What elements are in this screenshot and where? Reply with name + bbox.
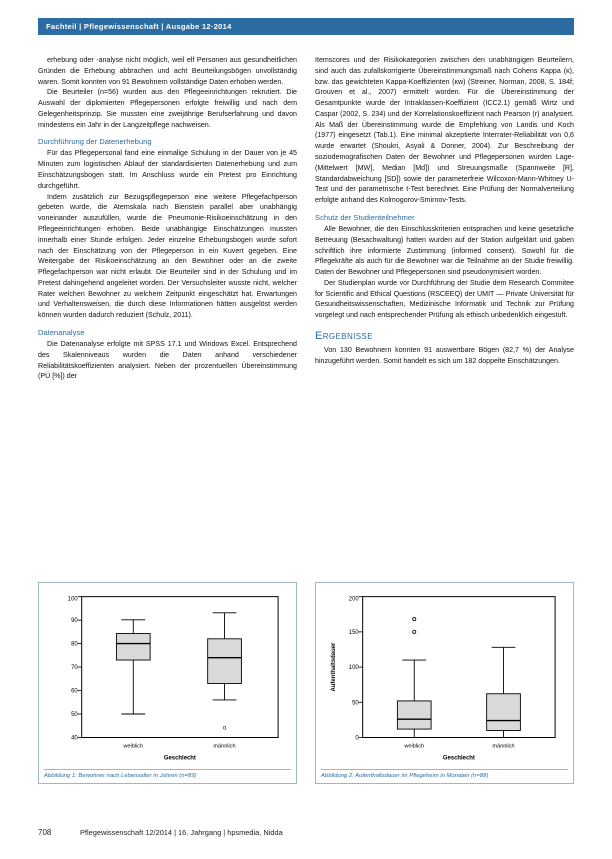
svg-text:100: 100 xyxy=(67,596,78,603)
svg-text:150: 150 xyxy=(348,629,359,636)
svg-text:60: 60 xyxy=(71,688,78,695)
svg-text:männlich: männlich xyxy=(213,743,236,750)
paragraph: Von 130 Bewohnern konnten 91 auswertbare Bögen (82,7 %) der Analyse hinzugeführt werden. Somit handelt es sich um 182 doppelte Einschätzungen. xyxy=(315,345,574,365)
figure-1 xyxy=(38,582,297,784)
figures-row xyxy=(38,582,574,784)
svg-text:90: 90 xyxy=(71,618,78,625)
figure-2-boxplot xyxy=(321,588,568,766)
svg-text:200: 200 xyxy=(348,596,359,603)
paragraph: Der Studienplan wurde vor Durchführung der Studie dem Research Commitee for Scientific and Ethical Questions (RSCEEQ) der UMIT — Private Universität für Gesundheitswissenschaften, Medizinische Informatik und Technik zur Prüfung vorgelegt und nach entsprechender Prüfung als ethisch unbedenklich eingestuft. xyxy=(315,278,574,320)
paragraph: Die Beurteiler (n=56) wurden aus den Pflegeeinrichtungen rekrutiert. Die Auswahl der diplomierten Pflegepersonen erfolgte freiwillig und nach dem Gelegenheitsprinzip. Sie mussten eine zweijährige Berufserfahrung und davon mindestens ein Jahr in der Langzeitpflege nachweisen. xyxy=(38,88,297,129)
paragraph: Für das Pflegepersonal fand eine einmalige Schulung in der Dauer von je 45 Minuten zum logistischen Ablauf der standardisierten Datenerhebung und zum Einschätzungsbogen statt. Im Anschluss wurde ein Pretest pro Einrichtung durchgeführt. xyxy=(38,149,297,190)
section-heading-datenanalyse: Datenanalyse xyxy=(38,327,85,337)
paragraph: Indem zusätzlich zur Bezugspflegeperson eine weitere Pflegefachperson gebeten wurde, die Atemskala nach Bienstein parallel aber unabhängig voneinander auszufüllen, wurde die Pneumonie-Risikoeinschätzung in den Pflegeeinrichtungen erhoben. Beide unabhängige Einschätzungen mussten innerhalb einer Stunde erfolgen. Jeder einzelne Erhebungsbogen wurde sofort nach der Einschätzung von der Pflegeperson in ein Kuvert gegeben. Eine Weitergabe der Risikoeinschätzung an den Bewohner oder an die zweite Pflegefachperson war nicht erlaubt. Die Beurteiler sind in der Schulung und im Pretest dahingehend angeleitet worden. Der Versuchsleiter wusste nicht, welcher Rater welchen Bewohner zu welchem Zeitpunkt eingeschätzt hat. Erwartungen und Verhaltensweisen, die durch diese Informationen hätten ausgelöst werden können wurden dadurch reduziert (Schulz, 2011). xyxy=(38,192,297,320)
svg-text:weiblich: weiblich xyxy=(123,743,144,750)
svg-text:weiblich: weiblich xyxy=(404,743,425,750)
right-column xyxy=(315,55,574,382)
paragraph: Itemscores und der Risikokategorien zwischen den unabhängigen Beurteilern, sind auch das zufallskorrigierte Übereinstimmungsmaß nach Cohens Kappa (κ), bzw. das gewichteten Kappa-Koeffizienten (κw) (Streiner, Norman, 2008, S. 184f; Grouven et al., 2007) ermittelt worden. Für die Übereinstimmung der Gesamtpunkte wurde der Intraklassen-Koeffizient (ICC2.1) gemäß Wirtz und Caspar (2002, S. 234) und der Korrelationskoeffizient nach Pearson (r) analysiert. Als Maß der Übereinstimmung wurde die Empfehlung von Landis und Koch (1977) eingesetzt (Tab.1). Eine minimal akzeptierte Interrater-Reliabilität von 0,6 wurde erwartet (Shoukri, Asyali & Donner, 2004). Zur Beschreibung der soziodemografischen Daten der Bewohner und Pflegepersonen wurden Lage- (Mittelwert [MW], Median [Md]) und Streuungsmaße (Spannweite [R], Standardabweichung [SD]) sowie der parameterfreie Wilcoxon-Mann-Whitney U-Test und der parametrische t-Test berechnet. Eine Prüfung der Normalverteilung erfolgte anhand des Kolmogorov-Smirnov-Tests. xyxy=(315,56,574,205)
page-footer xyxy=(38,828,574,837)
footer-text: Pflegewissenschaft 12/2014 | 16. Jahrgang | hpsmedia, Nidda xyxy=(80,828,283,837)
section-heading-datenerhebung: Durchführung der Datenerhebung xyxy=(38,137,152,147)
svg-text:50: 50 xyxy=(352,700,359,707)
svg-text:o: o xyxy=(222,725,227,732)
paragraph: Alle Bewohner, die den Einschlusskriterien entsprachen und keine gesetzliche Betreuung (Besachwaltung) hatten wurden auf der Station aufgeklärt und gaben schriftlich ihre informierte Zustimmung (informed consent). Sowohl für die Pflegekräfte als auch für die Bewohner war die Teilnahme an der Studie freiwillig. Daten der Bewohner und Pflegepersonen sind pseudonymisiert worden. xyxy=(315,224,574,277)
page-header-bar xyxy=(38,18,574,35)
paragraph: erhebung oder -analyse nicht möglich, weil elf Personen aus gesundheitlichen Gründen die Erhebung abbrachen und acht Beurteilungsbögen unvollständig waren. Somit konnten von 91 Bewohnern vollständige Daten erhoben werden. xyxy=(38,56,297,86)
svg-text:80: 80 xyxy=(71,641,78,648)
article-body xyxy=(38,55,574,382)
paragraph: Die Datenanalyse erfolgte mit SPSS 17.1 und Windows Excel. Entsprechend des Skalenniveaus wurden die Daten anhand verschiedener Reliabilitätskoeffizienten analysiert. Neben der prozentuellen Übereinstimmung (PÜ [%]) der xyxy=(38,339,297,381)
svg-text:50: 50 xyxy=(71,711,78,718)
figure-2-caption: Abbildung 2: Aufenthaltsdauer im Pflegeheim in Monaten (n=88) xyxy=(321,769,568,780)
svg-text:Geschlecht: Geschlecht xyxy=(163,755,196,762)
left-column xyxy=(38,55,297,382)
svg-text:40: 40 xyxy=(71,735,78,742)
figure-2 xyxy=(315,582,574,784)
svg-text:Geschlecht: Geschlecht xyxy=(442,755,475,762)
figure-1-boxplot xyxy=(44,588,291,766)
page-number: 708 xyxy=(38,828,52,837)
svg-text:männlich: männlich xyxy=(492,743,515,750)
svg-text:100: 100 xyxy=(348,665,359,672)
section-heading-ergebnisse: Ergebnisse xyxy=(315,329,374,342)
svg-text:70: 70 xyxy=(71,665,78,672)
figure-1-caption: Abbildung 1: Bewohner nach Lebensalter in Jahren (n=89) xyxy=(44,769,291,780)
svg-text:Aufenthaltsdauer: Aufenthaltsdauer xyxy=(330,642,337,692)
svg-text:0: 0 xyxy=(355,735,359,742)
section-heading-studienteilnehmer: Schutz der Studienteilnehmer xyxy=(315,212,415,222)
header-text: Fachteil | Pflegewissenschaft | Ausgabe 12·2014 xyxy=(46,22,232,31)
